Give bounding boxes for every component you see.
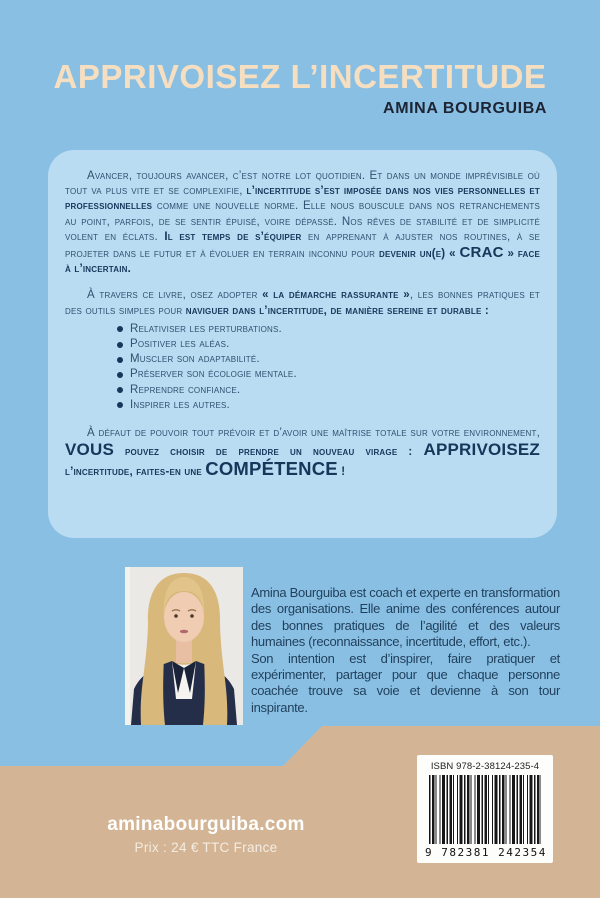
cloud-icon [20, 560, 106, 622]
text-segment-emphasis: APPRIVOISEZ [423, 440, 540, 460]
bullet-dot-icon [117, 387, 123, 393]
cloud-base [58, 725, 146, 755]
text-segment-bold: pouvez choisir de prendre un nouveau virage : [113, 446, 424, 459]
isbn-label: ISBN 978-2-38124-235-4 [430, 761, 540, 772]
list-item-label: Reprendre confiance. [130, 383, 241, 396]
author-name: AMINA BOURGUIBA [383, 100, 547, 117]
barcode-number: 9 782381 242354 [425, 846, 547, 859]
list-item-label: Muscler son adaptabilité. [130, 353, 260, 366]
list-item [117, 383, 540, 398]
synopsis-paragraph-1 [65, 169, 540, 277]
list-item-label: Relativiser les perturbations. [130, 322, 282, 335]
text-segment: À travers ce livre, osez adopter [87, 289, 263, 302]
text-segment-bold: naviguer dans l’incertitude, de manière sereine et durable : [185, 304, 489, 317]
text-segment-bold: devenir un(e) « [378, 248, 460, 261]
cloud-base [20, 590, 106, 622]
barcode-bars [429, 775, 541, 844]
text-segment: , les bonnes pratiques et des outils simples pour [65, 289, 541, 317]
text-segment-emphasis: CRAC [459, 244, 504, 262]
text-segment-bold: » face à l’incertain. [65, 248, 541, 276]
bullet-dot-icon [117, 326, 123, 332]
list-item-label: Inspirer les autres. [130, 398, 230, 411]
author-photo [125, 567, 243, 725]
text-segment-emphasis: VOUS [65, 440, 114, 460]
list-item-label: Préserver son écologie mentale. [130, 368, 297, 381]
text-segment-bold: l’incertitude, faites-en une [65, 466, 206, 479]
barcode [417, 755, 553, 863]
text-segment-bold: ! [337, 466, 346, 479]
author-bio [251, 585, 560, 716]
text-segment-emphasis: COMPÉTENCE [205, 458, 338, 480]
list-item-label: Positiver les aléas. [130, 338, 230, 351]
synopsis-text [65, 169, 540, 481]
bio-paragraph: Amina Bourguiba est coach et experte en transformation des organisations. Elle anime des conférences autour des bonnes pratiques de l’agilité et des valeurs humaines (reconnaissance, incertitude, effort, etc.). [251, 585, 560, 650]
list-item [117, 367, 540, 382]
synopsis-card [48, 150, 557, 538]
text-segment: en apprenant à ajuster nos routines, à se projeter dans le futur et à évoluer en terrain inconnu pour [65, 230, 541, 261]
price-label: Prix : 24 € TTC France [134, 840, 278, 855]
synopsis-paragraph-3 [65, 426, 540, 481]
bio-paragraph: Son intention est d’inspirer, faire pratiquer et expérimenter, partager pour que chaque personne coachée trouve sa voie et devienne à son tour inspirante. [251, 650, 560, 715]
book-title: APPRIVOISEZ L’INCERTITUDE [53, 58, 547, 95]
list-item [117, 322, 540, 337]
bullet-dot-icon [117, 402, 123, 408]
benefits-list [65, 322, 540, 413]
bullet-dot-icon [117, 342, 123, 348]
synopsis-paragraph-2 [65, 288, 540, 318]
text-segment-bold: « la démarche rassurante » [262, 289, 410, 302]
text-segment-bold: l’incertitude s’est imposée dans nos vies personnelles et professionnelles [65, 185, 540, 213]
text-segment: Avancer, toujours avancer, c’est notre lot quotidien. Et dans un monde imprévisible où tout va plus vite et se complexifie, [65, 170, 540, 198]
list-item [117, 337, 540, 352]
list-item [117, 398, 540, 413]
text-segment: comme une nouvelle norme. Elle nous bouscule dans nos retranchements au point, parfois, de se sentir épuisé, voire dépassé. Nos rêves de stabilité et de simplicité volent en éclats. [65, 200, 540, 243]
list-item [117, 352, 540, 367]
bullet-dot-icon [117, 357, 123, 363]
text-segment-bold: Il est temps de s’équiper [164, 230, 302, 243]
author-website: aminabourguiba.com [107, 814, 305, 835]
bullet-dot-icon [117, 372, 123, 378]
text-segment: À défaut de pouvoir tout prévoir et d’avoir une maîtrise totale sur votre environnement, [87, 427, 540, 440]
